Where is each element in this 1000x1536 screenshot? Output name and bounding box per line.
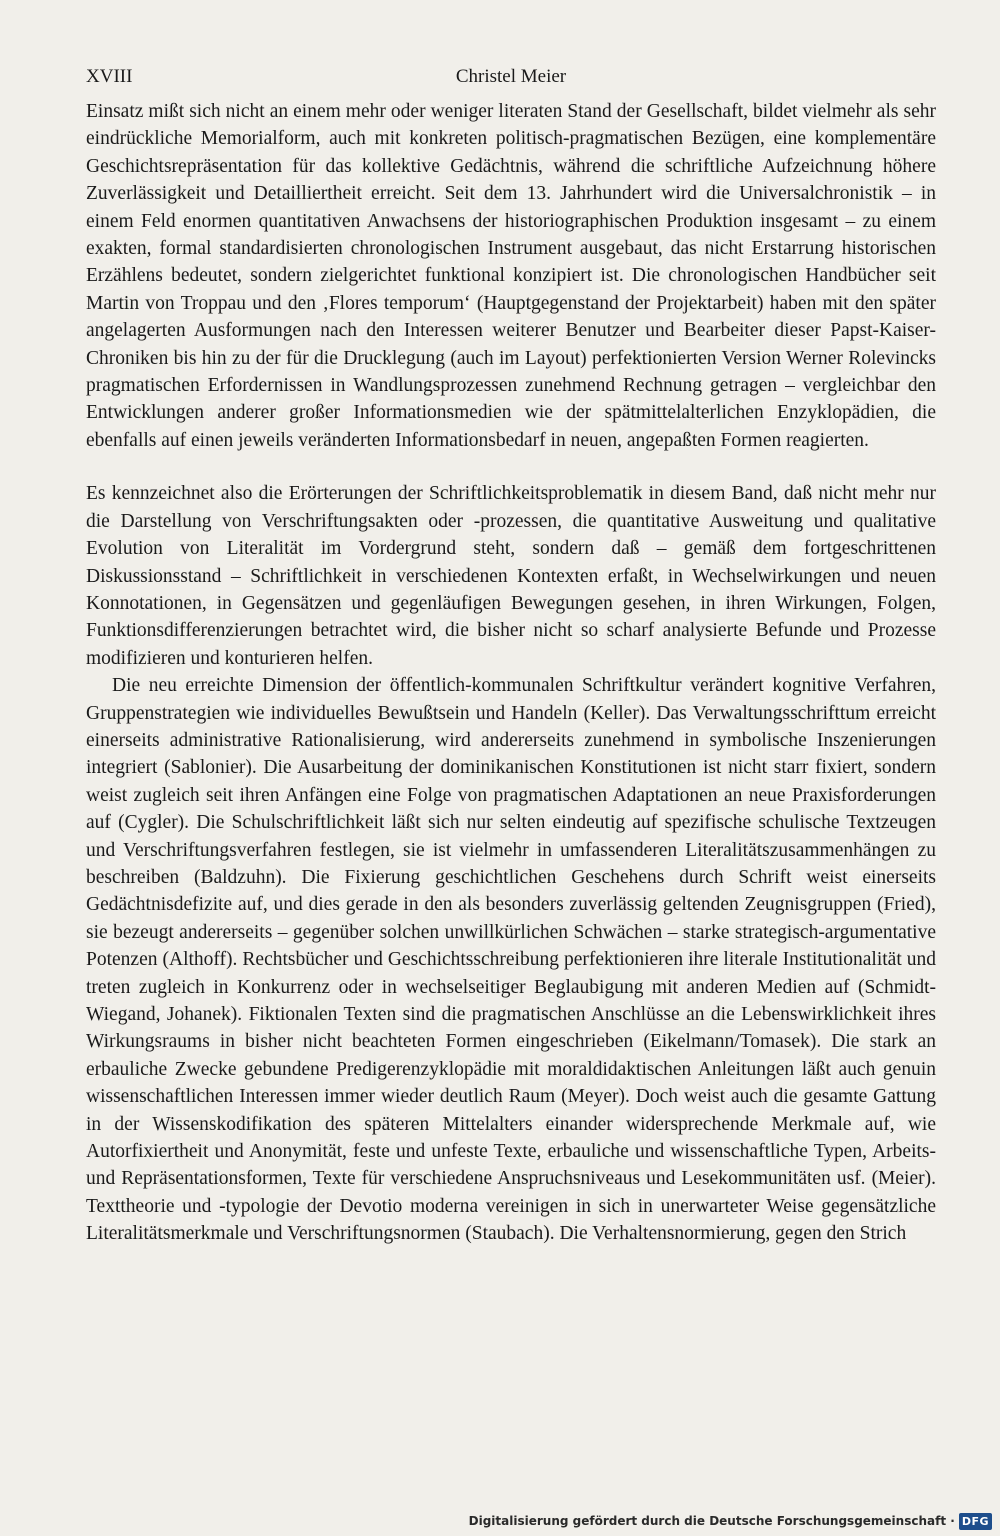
page-header: [86, 66, 936, 92]
credit-text: Digitalisierung gefördert durch die Deutsche Forschungsgemeinschaft ·: [468, 1514, 955, 1528]
paragraph: Einsatz mißt sich nicht an einem mehr oder weniger literaten Stand der Gesellschaft, bildet vielmehr als sehr eindrückliche Memorialform, auch mit konkreten politisch-pragmatischen Bezügen, eine komplementäre Geschichtsrepräsentation für das kollektive Gedächtnis, während die schriftliche Aufzeichnung höhere Zuverlässigkeit und Detailliertheit erreicht. Seit dem 13. Jahrhundert wird die Universalchronistik – in einem Feld enormen quantitativen Anwachsens der historiographischen Produktion insgesamt – zu einem exakten, formal standardisierten chronologischen Instrument ausgebaut, das nicht Erstarrung historischen Erzählens bedeutet, sondern zielgerichtet funktional konzipiert ist. Die chronologischen Handbücher seit Martin von Troppau und den ‚Flores temporum‘ (Hauptgegenstand der Projektarbeit) haben mit den später angelagerten Ausformungen nach den Interessen weiterer Benutzer und Bearbeiter dieser Papst-Kaiser-Chroniken bis hin zu der für die Drucklegung (auch im Layout) perfektionierten Version Werner Rolevincks pragmatischen Erfordernissen in Wandlungsprozessen zunehmend Rechnung getragen – vergleichbar den Entwicklungen anderer großer Informationsmedien wie der spätmittelalterlichen Enzyklopädien, die ebenfalls auf einen jeweils veränderten Informationsbedarf in neuen, angepaßten Formen reagierten.: [86, 101, 936, 451]
paragraph: Die neu erreichte Dimension der öffentlich-kommunalen Schriftkultur verändert kognitive Verfahren, Gruppenstrategien wie individuelles Bewußtsein und Handeln (Keller). Das Verwaltungsschrifttum erreicht einerseits administrative Rationalisierung, wird andererseits zunehmend in symbolische Inszenierungen integriert (Sablonier). Die Ausarbeitung der dominikanischen Konstitutionen ist nicht starr fixiert, sondern weist zugleich seit ihren Anfängen eine Folge von pragmatischen Adaptationen an neue Praxisforderungen auf (Cygler). Die Schulschriftlichkeit läßt sich nur selten eindeutig auf spezifische schulische Textzeugen und Verschriftungsverfahren festlegen, sie ist vielmehr in umfassenderen Literalitätszusammenhängen zu beschreiben (Baldzuhn). Die Fixierung geschichtlichen Geschehens durch Schrift weist einerseits Gedächtnisdefizite auf, und dies gerade in den als besonders zuverlässig geltenden Zeugnisgruppen (Fried), sie bezeugt andererseits – gegenüber solchen unwillkürlichen Schwächen – starke strategisch-argumentative Potenzen (Althoff). Rechtsbücher und Geschichtsschreibung perfektionieren ihre literale Institutionalität und treten zugleich in Konkurrenz oder in wechselseitiger Beglaubigung mit anderen Medien auf (Schmidt-Wiegand, Johanek). Fiktionalen Texten sind die pragmatischen Anschlüsse an die Lebenswirklichkeit ihres Wirkungsraums in bisher nicht beachteten Formen eingeschrieben (Eikelmann/Tomasek). Die stark an erbauliche Zwecke gebundene Predigerenzyklopädie mit moraldidaktischen Anleitungen läßt auch genuin wissenschaftlichen Interessen immer wieder deutlich Raum (Meyer). Doch weist auch die gesamte Gattung in der Wissenskodifikation des späteren Mittelalters einander widersprechende Merkmale auf, wie Autorfixiertheit und Anonymität, feste und unfeste Texte, erbauliche und wissenschaftliche Typen, Arbeits- und Repräsentationsformen, Texte für verschiedene Anspruchsniveaus und Lesekommunitäten usf. (Meier). Texttheorie und -typologie der Devotio moderna vereinigen in sich in unerwarteter Weise gegensätzliche Literalitätsmerkmale und Verschriftungsnormen (Staubach). Die Verhaltensnormierung, gegen den Strich: [86, 675, 936, 1245]
running-head: Christel Meier: [455, 66, 567, 87]
dfg-logo: DFG: [959, 1513, 992, 1530]
body-text: [86, 98, 936, 1248]
page-number: XVIII: [86, 66, 133, 87]
digitization-credit: [469, 1510, 992, 1532]
paragraph: Es kennzeichnet also die Erörterungen der Schriftlichkeitsproblematik in diesem Band, daß nicht mehr nur die Darstellung von Verschriftungsakten oder -prozessen, die quantitative Ausweitung und qualitative Evolution von Literalität im Vordergrund steht, sondern daß – gemäß dem fortgeschrittenen Diskussionsstand – Schriftlichkeit in verschiedenen Kontexten erfaßt, in Wechselwirkungen und neuen Konnotationen, in Gegensätzen und gegenläufigen Bewegungen gesehen, in ihren Wirkungen, Folgen, Funktionsdifferenzierungen betrachtet wird, die bisher nicht so scharf analysierte Befunde und Prozesse modifizieren und konturieren helfen.: [86, 483, 936, 669]
